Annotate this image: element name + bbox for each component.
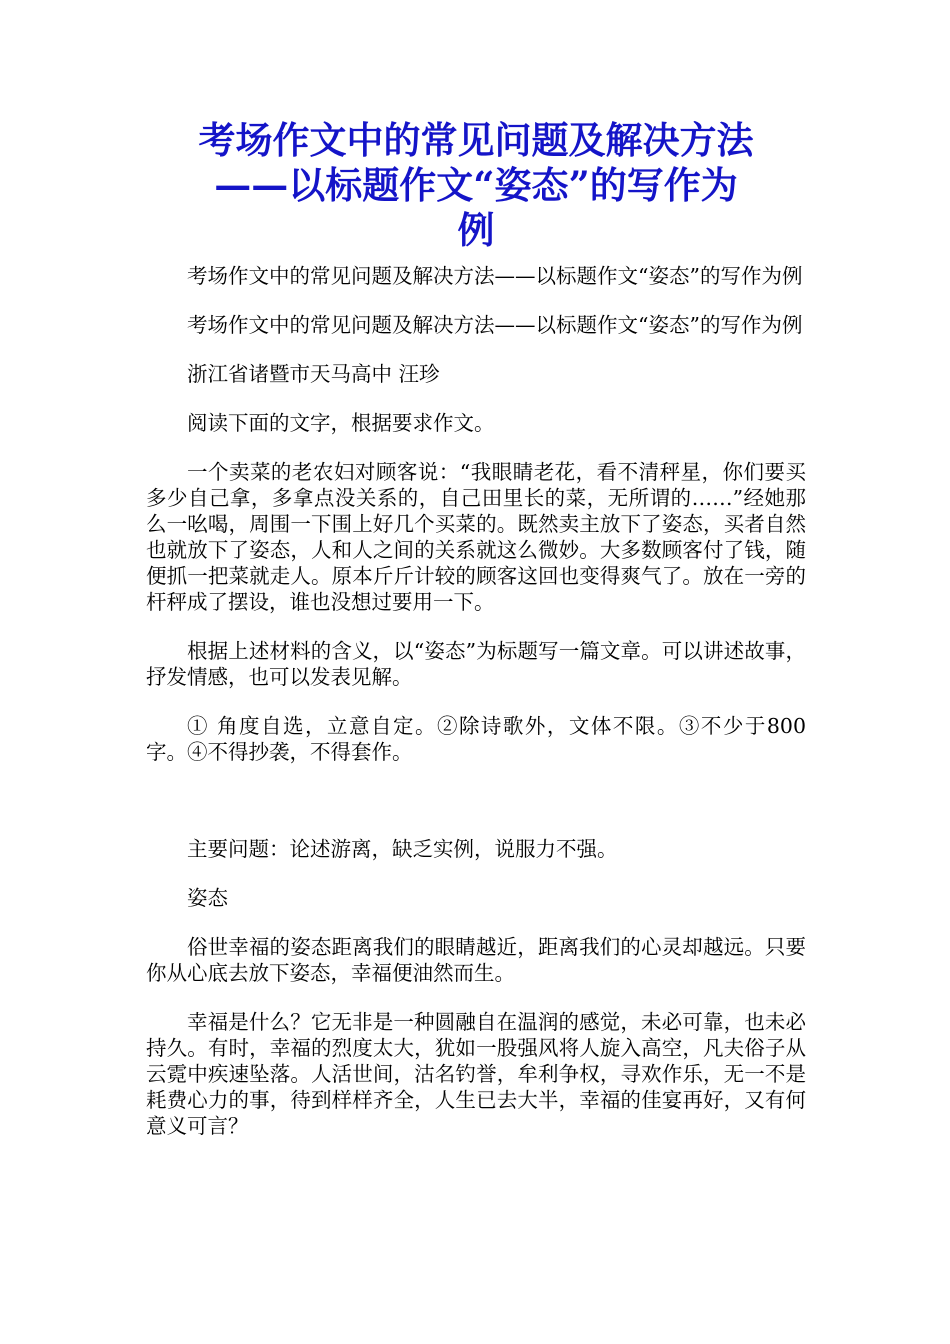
main-problem: 主要问题：论述游离，缺乏实例，说服力不强。 (187, 837, 618, 861)
prompt-task: 根据上述材料的含义，以“姿态”为标题写一篇文章。可以讲述故事，抒发情感，也可以发表见解。 (146, 639, 806, 689)
document-title (146, 118, 806, 253)
author-line: 浙江省诸暨市天马高中 汪珍 (187, 362, 440, 386)
paragraph-heading-repeat-1: 考场作文中的常见问题及解决方法——以标题作文“姿态”的写作为例 (187, 264, 803, 288)
title-line-1: 考场作文中的常见问题及解决方法 (198, 118, 754, 162)
document-body (146, 263, 806, 1139)
prompt-instruction: 阅读下面的文字，根据要求作文。 (187, 411, 495, 435)
prompt-material: 一个卖菜的老农妇对顾客说：“我眼睛老花，看不清秤星，你们要买多少自己拿，多拿点没关系的，自己田里长的菜，无所谓的……”经她那么一吆喝，周围一下围上好几个买菜的。既然卖主放下了姿态，买者自然也就放下了姿态，人和人之间的关系就这么微妙。大多数顾客付了钱，随便抓一把菜就走人。原本斤斤计较的顾客这回也变得爽气了。放在一旁的杆秤成了摆设，谁也没想过要用一下。 (146, 460, 806, 614)
blank-spacer (146, 788, 806, 836)
document-page (146, 118, 806, 1162)
paragraph-heading-repeat-2: 考场作文中的常见问题及解决方法——以标题作文“姿态”的写作为例 (187, 313, 803, 337)
essay-paragraph-1: 俗世幸福的姿态距离我们的眼睛越近，距离我们的心灵却越远。只要你从心底去放下姿态，幸福便油然而生。 (146, 935, 806, 985)
essay-paragraph-2: 幸福是什么？它无非是一种圆融自在温润的感觉，未必可靠，也未必持久。有时，幸福的烈度太大，犹如一股强风将人旋入高空，凡夫俗子从云霓中疾速坠落。人活世间，沽名钓誉，牟利争权，寻欢作乐，无一不是耗费心力的事，待到样样齐全，人生已去大半，幸福的佳宴再好，又有何意义可言？ (146, 1010, 806, 1138)
essay-title: 姿态 (187, 886, 228, 910)
title-line-3: 例 (457, 208, 495, 252)
title-line-2: ——以标题作文“姿态”的写作为 (214, 163, 738, 207)
prompt-requirements: ① 角度自选，立意自定。②除诗歌外，文体不限。③不少于800字。④不得抄袭，不得套作。 (146, 714, 806, 764)
